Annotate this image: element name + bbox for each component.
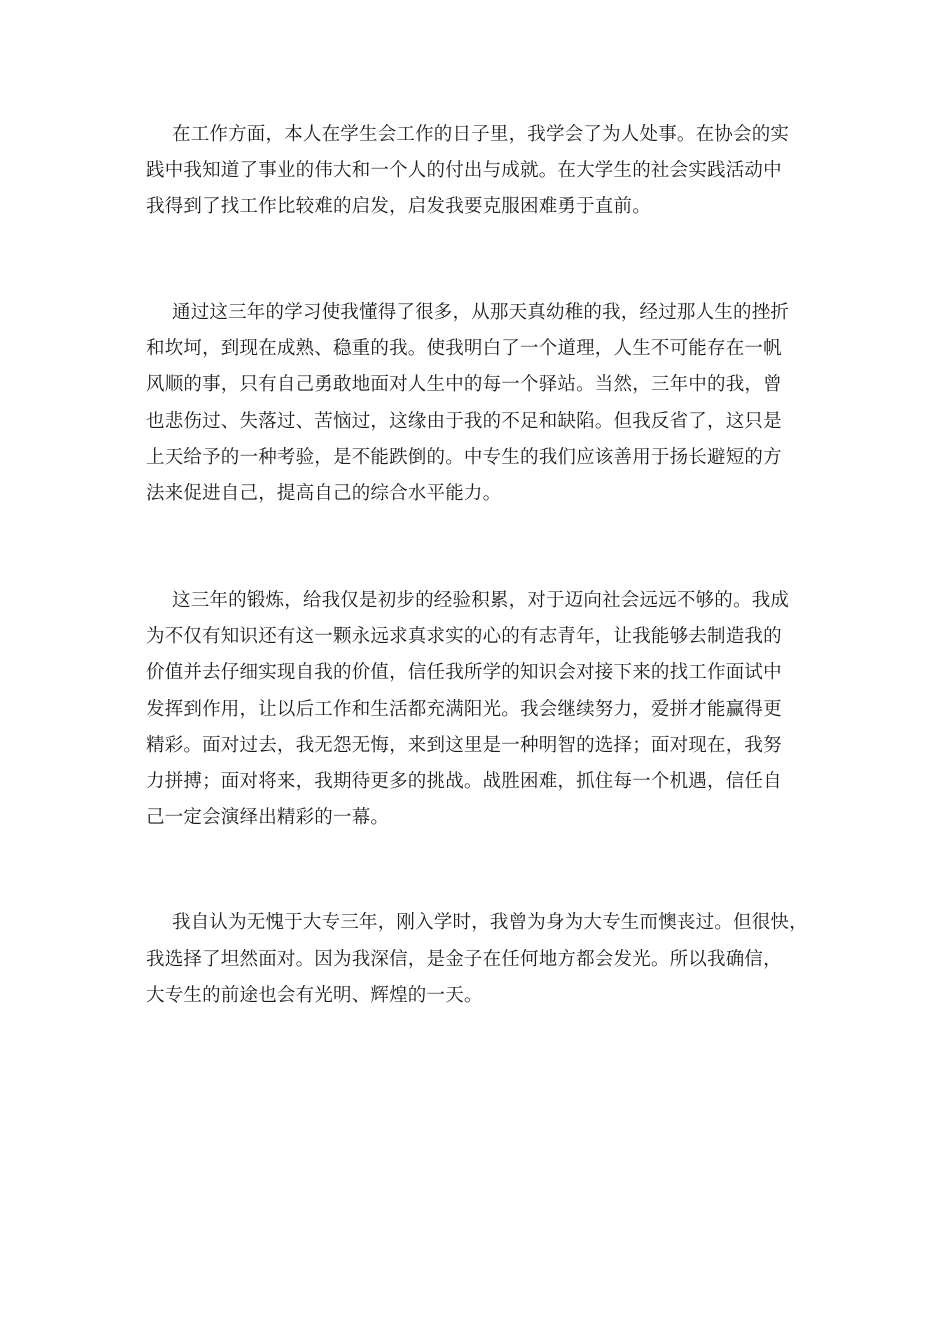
- paragraph-line: 践中我知道了事业的伟大和一个人的付出与成就。在大学生的社会实践活动中: [146, 160, 782, 181]
- paragraph-line: 价值并去仔细实现自我的价值，信任我所学的知识会对接下来的找工作面试中: [146, 662, 782, 683]
- paragraph-line: 通过这三年的学习使我懂得了很多，从那天真幼稚的我，经过那人生的挫折: [172, 302, 790, 323]
- paragraph-line: 这三年的锻炼，给我仅是初步的经验积累，对于迈向社会远远不够的。我成: [172, 590, 790, 611]
- paragraph-line: 我得到了找工作比较难的启发，启发我要克服困难勇于直前。: [146, 196, 651, 217]
- paragraph-line: 发挥到作用，让以后工作和生活都充满阳光。我会继续努力，爱拼才能赢得更: [146, 699, 782, 720]
- paragraph-line: 己一定会演绎出精彩的一幕。: [146, 807, 390, 828]
- paragraph-line: 为不仅有知识还有这一颗永远求真求实的心的有志青年，让我能够去制造我的: [146, 626, 782, 647]
- paragraph-line: 在工作方面，本人在学生会工作的日子里，我学会了为人处事。在协会的实: [172, 124, 790, 145]
- paragraph-line: 精彩。面对过去，我无怨无悔，来到这里是一种明智的选择；面对现在，我努: [146, 735, 782, 756]
- paragraph-line: 和坎坷，到现在成熟、稳重的我。使我明白了一个道理，人生不可能存在一帆: [146, 338, 782, 359]
- paragraph-line: 我选择了坦然面对。因为我深信，是金子在任何地方都会发光。所以我确信，: [146, 949, 782, 970]
- paragraph-line: 风顺的事，只有自己勇敢地面对人生中的每一个驿站。当然，三年中的我，曾: [146, 374, 782, 395]
- paragraph-line: 我自认为无愧于大专三年，刚入学时，我曾为身为大专生而懊丧过。但很快，: [172, 912, 808, 933]
- paragraph-line: 力拼搏；面对将来，我期待更多的挑战。战胜困难，抓住每一个机遇，信任自: [146, 771, 782, 792]
- paragraph-line: 也悲伤过、失落过、苦恼过，这缘由于我的不足和缺陷。但我反省了，这只是: [146, 411, 782, 432]
- paragraph-line: 大专生的前途也会有光明、辉煌的一天。: [146, 985, 483, 1006]
- paragraph-line: 法来促进自己，提高自己的综合水平能力。: [146, 483, 502, 504]
- paragraph-line: 上天给予的一种考验，是不能跌倒的。中专生的我们应该善用于扬长避短的方: [146, 447, 782, 468]
